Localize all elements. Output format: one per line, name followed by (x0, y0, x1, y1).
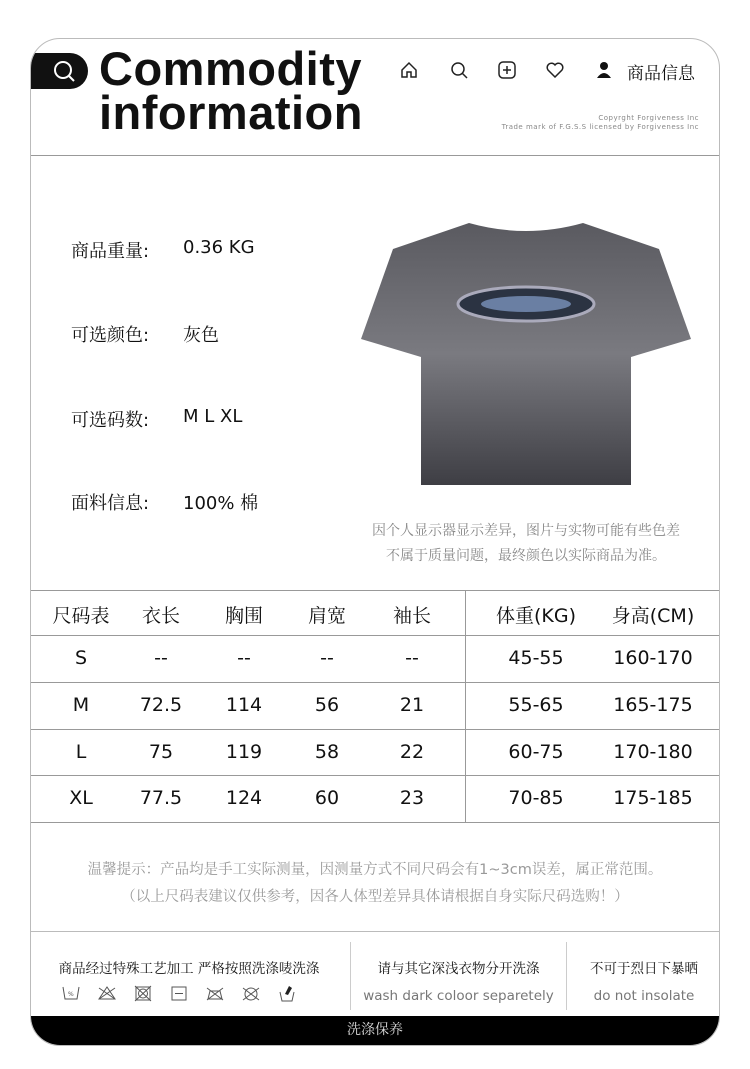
no-iron-icon (205, 984, 225, 1004)
wash-30-icon (61, 984, 81, 1004)
wash-separately-sub: wash dark coloor separetely (363, 988, 554, 1004)
table-header-cell: 胸围 (224, 605, 263, 627)
table-cell: 60 (314, 787, 340, 809)
table-cell: -- (405, 647, 419, 669)
table-cell: S (74, 647, 88, 669)
size-table (31, 590, 720, 822)
table-cell: L (75, 741, 87, 763)
color-label: 可选颜色: (71, 325, 150, 346)
hand-wash-icon (277, 984, 297, 1004)
measurement-note: 温馨提示：产品均是手工实际测量，因测量方式不同尺码会有1~3cm误差，属正常范围。 （以上尺码表建议仅供参考，因各人体型差异具体请根据自身实际尺码选购！） (87, 862, 663, 905)
no-tumble-dry-icon (133, 984, 153, 1004)
table-header-cell: 衣长 (141, 605, 180, 627)
sizes-label: 可选码数: (71, 410, 150, 431)
copyright-text: Copyrght Forgiveness Inc Trade mark of F.G.S.S licensed by Forgiveness Inc (501, 114, 699, 131)
table-header-cell: 体重(KG) (495, 605, 576, 627)
care-icons (61, 984, 297, 1004)
table-cell: 124 (225, 787, 263, 809)
add-square-icon[interactable] (498, 61, 516, 79)
fabric-label: 面料信息: (71, 493, 150, 514)
table-cell: 45-55 (508, 647, 564, 669)
table-row-divider (31, 635, 720, 636)
search-button[interactable] (31, 53, 88, 89)
flat-dry-icon (169, 984, 189, 1004)
table-row-divider (31, 729, 720, 730)
user-icon[interactable] (595, 61, 613, 79)
table-cell: 21 (399, 694, 425, 716)
table-cell: 56 (314, 694, 340, 716)
table-header-cell: 袖长 (392, 605, 431, 627)
home-icon[interactable] (400, 61, 418, 79)
heart-icon[interactable] (546, 62, 564, 78)
table-row-divider (31, 682, 720, 683)
table-cell: 119 (225, 741, 263, 763)
svg-text:%: % (68, 991, 74, 998)
color-value: 灰色 (183, 325, 219, 346)
table-cell: 75 (148, 741, 174, 763)
care-instruction: 商品经过特殊工艺加工 严格按照洗涤唛洗涤 (58, 961, 320, 977)
table-header-cell: 身高(CM) (611, 605, 695, 627)
wash-separately-title: 请与其它深浅衣物分开洗涤 (377, 961, 540, 977)
tshirt-image (359, 219, 693, 487)
no-sun-title: 不可于烈日下暴晒 (590, 961, 698, 977)
table-header-cell: 尺码表 (52, 605, 110, 627)
table-cell: M (72, 694, 90, 716)
table-cell: 58 (314, 741, 340, 763)
table-cell: 70-85 (508, 787, 564, 809)
table-cell: -- (237, 647, 251, 669)
table-column-divider (465, 590, 466, 822)
table-cell: 160-170 (613, 647, 693, 669)
search-icon (31, 53, 88, 89)
table-cell: 22 (399, 741, 425, 763)
page-title: Commodity information (99, 42, 363, 139)
table-cell: 72.5 (139, 694, 183, 716)
weight-value: 0.36 KG (183, 237, 255, 258)
table-cell: -- (154, 647, 168, 669)
divider (31, 822, 719, 823)
table-cell: -- (320, 647, 334, 669)
weight-label: 商品重量: (71, 241, 150, 262)
product-card (30, 38, 720, 1046)
table-cell: 60-75 (508, 741, 564, 763)
sizes-value: M L XL (183, 406, 243, 427)
no-sun-sub: do not insolate (593, 988, 695, 1004)
table-cell: XL (69, 787, 93, 809)
no-dry-clean-icon (241, 984, 261, 1004)
no-bleach-icon (97, 984, 117, 1004)
table-row-divider (31, 775, 720, 776)
table-cell: 165-175 (613, 694, 693, 716)
nav-label[interactable]: 商品信息 (627, 64, 695, 84)
color-disclaimer: 因个人显示器显示差异，图片与实物可能有些色差 不属于质量问题，最终颜色以实际商品为准。 (372, 523, 680, 564)
divider (31, 931, 719, 932)
table-cell: 77.5 (139, 787, 183, 809)
care-footer: 洗涤保养 (31, 1016, 719, 1045)
table-header-cell: 肩宽 (307, 605, 346, 627)
table-cell: 114 (225, 694, 263, 716)
table-cell: 170-180 (613, 741, 693, 763)
table-cell: 23 (399, 787, 425, 809)
search-icon[interactable] (450, 61, 468, 79)
table-cell: 55-65 (508, 694, 564, 716)
fabric-value: 100% 棉 (183, 493, 259, 514)
table-cell: 175-185 (613, 787, 693, 809)
divider (31, 155, 719, 156)
